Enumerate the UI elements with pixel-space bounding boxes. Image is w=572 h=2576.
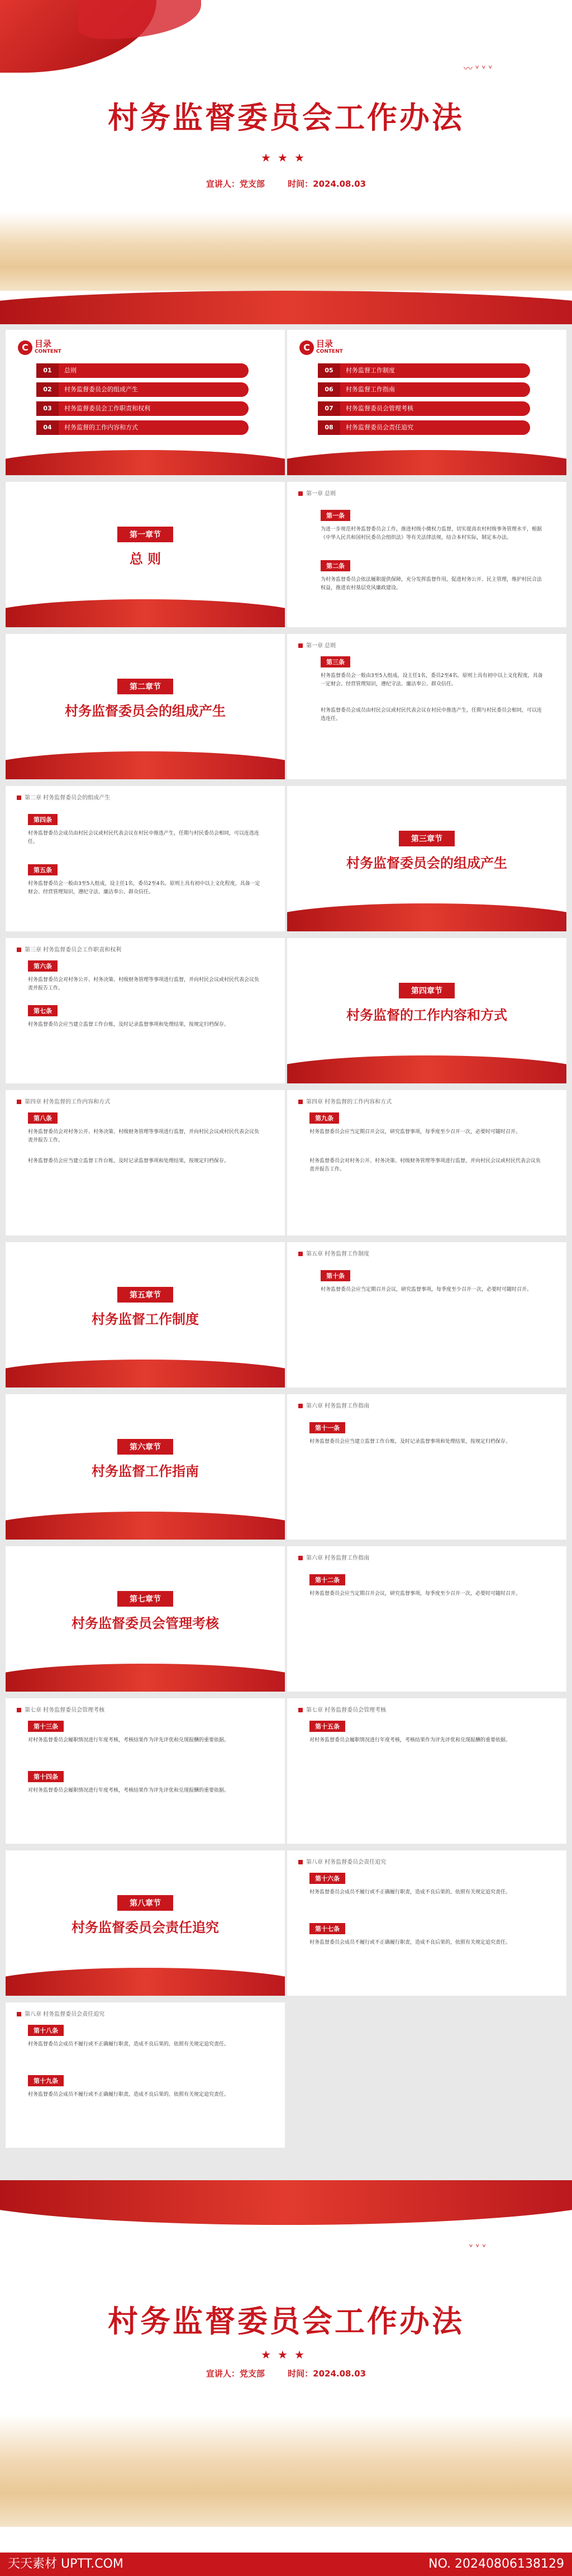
slide-header: 第三章 村务监督委员会工作职责和权利	[17, 945, 121, 953]
section-label: 第三条	[321, 656, 350, 667]
speaker: 宣讲人：党支部	[206, 179, 265, 189]
paragraph: 村务监督委员会成员由村民会议或村民代表会议在村民中推选产生，任期与村民委员会相同，可以连选连任。	[28, 831, 260, 845]
end-title: 村务监督委员会工作办法	[108, 2304, 464, 2339]
content-slide	[287, 1850, 566, 1996]
content-slide	[6, 2002, 285, 2148]
paragraph: 村务监督委员会一般由3至5人组成，设主任1名，委员2至4名。原则上具有初中以上文化程度，具备一定财会、经营管理知识，遵纪守法、廉洁奉公、群众信任。	[28, 881, 260, 895]
chapter-label: 第一章节	[117, 527, 173, 542]
toc-item[interactable]	[318, 401, 530, 416]
chapter-slide	[6, 1394, 285, 1540]
paragraph: 村务监督委员会对村务公开、村务决策、村级财务管理等事项进行监督，并向村民会议或村民代表会议负责并报告工作。	[28, 977, 260, 991]
red-wave-decoration	[6, 450, 285, 475]
slide-header: 第二章 村务监督委员会的组成产生	[17, 793, 110, 801]
content-slide	[6, 786, 285, 931]
red-wave-decoration	[287, 903, 566, 931]
section-label: 第十条	[321, 1270, 350, 1281]
toc-header	[299, 340, 343, 356]
toc-num: 07	[318, 401, 340, 416]
chapter-title	[6, 1439, 285, 1480]
slide-header: 第四章 村务监督的工作内容和方式	[298, 1097, 392, 1105]
watermark-right: NO. 20240806138129	[428, 2557, 564, 2571]
section-label: 第五条	[28, 864, 58, 875]
red-wave-decoration	[6, 1512, 285, 1540]
paragraph: 村务监督委员会应当建立监督工作台账，及时记录监督事项和处理结果，按规定归档保存。	[309, 1439, 511, 1445]
chapter-slide	[6, 634, 285, 779]
toc-label: 目录	[35, 339, 52, 349]
toc-icon: C	[18, 340, 32, 355]
section-label: 第二条	[321, 560, 350, 571]
cover-title: 村务监督委员会工作办法	[108, 100, 464, 135]
red-wave-decoration	[0, 291, 572, 324]
red-wave-decoration	[287, 1055, 566, 1083]
red-wave-decoration	[6, 1664, 285, 1692]
chapter-title	[6, 527, 285, 567]
toc-text: 村务监督委员会的组成产生	[64, 386, 138, 393]
section-label: 第十一条	[309, 1422, 345, 1433]
content-slide	[287, 1394, 566, 1540]
section-label: 第九条	[309, 1112, 339, 1124]
paragraph: 对村务监督委员会履职情况进行年度考核，考核结果作为评先评优和兑现报酬的重要依据。	[309, 1737, 511, 1743]
slide-header: 第六章 村务监督工作指南	[298, 1401, 369, 1409]
content-slide	[287, 1242, 566, 1388]
toc-slide	[287, 330, 566, 475]
chapter-label: 第六章节	[117, 1439, 173, 1455]
section-label: 第八条	[28, 1112, 58, 1124]
paragraph: 村务监督委员会应当定期召开会议，研究监督事项，每季度至少召开一次，必要时可随时召开。	[309, 1591, 521, 1597]
chapter-slide	[287, 786, 566, 931]
paragraph: 村务监督委员会成员由村民会议或村民代表会议在村民中推选产生，任期与村民委员会相同，可以连选连任。	[321, 708, 542, 722]
chapter-name: 村务监督委员会管理考核	[72, 1616, 219, 1631]
toc-item[interactable]	[36, 401, 249, 416]
red-wave-decoration	[6, 1968, 285, 1996]
chapter-slide	[287, 938, 566, 1083]
chapter-title	[6, 679, 285, 719]
paragraph: 村务监督委员会成员不履行或不正确履行职责，造成不良后果的，依照有关规定追究责任。	[309, 1890, 511, 1895]
toc-text: 村务监督委员会责任追究	[346, 424, 413, 431]
paragraph: 村务监督委员会成员不履行或不正确履行职责，造成不良后果的，依照有关规定追究责任。	[28, 2092, 230, 2097]
toc-text: 总则	[64, 367, 77, 374]
chapter-label: 第四章节	[399, 983, 455, 998]
paragraph: 对村务监督委员会履职情况进行年度考核，考核结果作为评先评优和兑现报酬的重要依据。	[28, 1788, 230, 1793]
paragraph: 村务监督委员会应当定期召开会议，研究监督事项，每季度至少召开一次，必要时可随时召开。	[321, 1287, 532, 1292]
content-slide	[6, 1090, 285, 1235]
birds-icon: 〰 ᵛ ᵛ ᵛ	[464, 63, 493, 74]
toc-item[interactable]	[318, 420, 530, 435]
content-slide	[287, 1090, 566, 1235]
red-wave-decoration	[6, 1360, 285, 1388]
paragraph: 为村务监督委员会依法履职提供保障，充分发挥监督作用，促进村务公开、民主管理，维护村民合法权益，推进农村基层党风廉政建设。	[321, 577, 542, 591]
chapter-title	[6, 1895, 285, 1936]
chapter-label: 第二章节	[117, 679, 173, 694]
toc-item[interactable]	[36, 420, 249, 435]
chapter-slide	[6, 482, 285, 627]
slide-header: 第六章 村务监督工作指南	[298, 1553, 369, 1561]
section-label: 第十八条	[28, 2025, 64, 2036]
chapter-label: 第八章节	[117, 1895, 173, 1911]
toc-num: 08	[318, 420, 340, 435]
section-label: 第十五条	[309, 1721, 345, 1732]
toc-text: 村务监督委员会管理考核	[346, 405, 413, 412]
section-label: 第十四条	[28, 1771, 64, 1782]
cover-meta	[0, 178, 572, 190]
section-label: 第十六条	[309, 1873, 345, 1884]
chapter-title	[287, 831, 566, 872]
slide-header: 第七章 村务监督委员会管理考核	[298, 1705, 386, 1713]
paragraph: 村务监督委员会应当建立监督工作台账，及时记录监督事项和处理结果，按规定归档保存。	[28, 1158, 230, 1164]
paragraph: 村务监督委员会应当定期召开会议，研究监督事项，每季度至少召开一次，必要时可随时召开。	[309, 1129, 521, 1135]
toc-item[interactable]	[36, 363, 249, 378]
toc-num: 02	[36, 382, 59, 397]
chapter-label: 第七章节	[117, 1591, 173, 1607]
red-wave-decoration	[6, 751, 285, 779]
chapter-slide	[6, 1242, 285, 1388]
red-flag-decoration	[78, 0, 201, 39]
chapter-name: 村务监督委员会的组成产生	[65, 703, 226, 719]
paragraph: 村务监督委员会一般由3至5人组成，设主任1名，委员2至4名。原则上具有初中以上文化程度，具备一定财会、经营管理知识，遵纪守法、廉洁奉公、群众信任。	[321, 673, 543, 687]
toc-item[interactable]	[318, 363, 530, 378]
paragraph: 村务监督委员会成员不履行或不正确履行职责，造成不良后果的，依照有关规定追究责任。	[28, 2042, 230, 2047]
toc-label: 目录	[316, 339, 333, 349]
content-slide	[287, 1698, 566, 1844]
slide-header: 第八章 村务监督委员会责任追究	[298, 1857, 386, 1865]
toc-num: 06	[318, 382, 340, 397]
content-slide	[287, 634, 566, 779]
paragraph: 村务监督委员会成员不履行或不正确履行职责，造成不良后果的，依照有关规定追究责任。	[309, 1940, 511, 1945]
section-label: 第十九条	[28, 2075, 64, 2086]
toc-sub: CONTENT	[35, 349, 61, 354]
paragraph: 村务监督委员会对村务公开、村务决策、村级财务管理等事项进行监督，并向村民会议或村民代表会议负责并报告工作。	[28, 1129, 260, 1143]
watermark-bar	[0, 2553, 572, 2576]
toc-icon: C	[299, 340, 314, 355]
toc-text: 村务监督工作指南	[346, 386, 395, 393]
paragraph: 为进一步规范村务监督委员会工作，推进村级小微权力监督，切实提高农村村级事务管理水平，根据《中华人民共和国村民委员会组织法》等有关法律法规，结合本村实际，制定本办法。	[321, 527, 542, 541]
chapter-name: 村务监督工作指南	[92, 1464, 199, 1479]
mountain-decoration	[0, 212, 572, 291]
end-meta	[0, 2367, 572, 2379]
stars-decoration: ★★★	[261, 151, 311, 164]
chapter-title	[6, 1287, 285, 1328]
mountain-decoration	[0, 2415, 572, 2527]
section-label: 第十二条	[309, 1574, 345, 1585]
chapter-name: 村务监督委员会责任追究	[72, 1920, 219, 1935]
section-label: 第一条	[321, 510, 350, 521]
chapter-name: 总 则	[129, 551, 161, 567]
toc-item[interactable]	[36, 382, 249, 397]
section-label: 第七条	[28, 1005, 58, 1016]
chapter-title	[6, 1591, 285, 1632]
watermark-left: 天天素材 UPTT.COM	[8, 2557, 123, 2571]
slide-header: 第八章 村务监督委员会责任追究	[17, 2009, 104, 2018]
red-wave-decoration	[0, 2180, 572, 2225]
toc-header	[18, 340, 61, 356]
end-slide	[0, 2180, 572, 2553]
chapter-slide	[6, 1546, 285, 1692]
toc-num: 01	[36, 363, 59, 378]
toc-slide	[6, 330, 285, 475]
chapter-label: 第五章节	[117, 1287, 173, 1303]
cover-slide	[0, 0, 572, 324]
chapter-slide	[6, 1850, 285, 1996]
toc-text: 村务监督的工作内容和方式	[64, 424, 138, 431]
section-label: 第十七条	[309, 1923, 345, 1934]
section-label: 第十三条	[28, 1721, 64, 1732]
date: 时间：2024.08.03	[288, 179, 366, 189]
toc-sub: CONTENT	[316, 349, 343, 354]
chapter-name: 村务监督委员会的组成产生	[346, 855, 507, 871]
chapter-title	[287, 983, 566, 1024]
toc-num: 04	[36, 420, 59, 435]
slide-header: 第一章 总则	[298, 641, 336, 649]
content-slide	[6, 938, 285, 1083]
slide-header: 第五章 村务监督工作制度	[298, 1249, 369, 1257]
toc-num: 05	[318, 363, 340, 378]
stars-decoration: ★★★	[261, 2348, 311, 2361]
slide-header: 第四章 村务监督的工作内容和方式	[17, 1097, 110, 1105]
paragraph: 村务监督委员会对村务公开、村务决策、村级财务管理等事项进行监督，并向村民会议或村民代表会议负责并报告工作。	[309, 1158, 541, 1172]
date: 时间：2024.08.03	[288, 2369, 366, 2379]
speaker: 宣讲人：党支部	[206, 2369, 265, 2379]
chapter-name: 村务监督工作制度	[92, 1311, 199, 1327]
paragraph: 村务监督委员会应当建立监督工作台账，及时记录监督事项和处理结果，按规定归档保存。	[28, 1022, 230, 1027]
content-slide	[6, 1698, 285, 1844]
birds-icon: ᵛ ᵛ ᵛ	[469, 2242, 487, 2252]
slide-header: 第七章 村务监督委员会管理考核	[17, 1705, 104, 1713]
section-label: 第四条	[28, 814, 58, 825]
toc-item[interactable]	[318, 382, 530, 397]
content-slide	[287, 482, 566, 627]
red-wave-decoration	[6, 599, 285, 627]
paragraph: 对村务监督委员会履职情况进行年度考核，考核结果作为评先评优和兑现报酬的重要依据。	[28, 1737, 230, 1743]
content-slide	[287, 1546, 566, 1692]
chapter-label: 第三章节	[399, 831, 455, 846]
section-label: 第六条	[28, 960, 58, 972]
toc-text: 村务监督委员会工作职责和权利	[64, 405, 150, 412]
chapter-name: 村务监督的工作内容和方式	[346, 1007, 507, 1023]
slide-header: 第一章 总则	[298, 489, 336, 497]
toc-text: 村务监督工作制度	[346, 367, 395, 374]
red-wave-decoration	[287, 450, 566, 475]
toc-num: 03	[36, 401, 59, 416]
